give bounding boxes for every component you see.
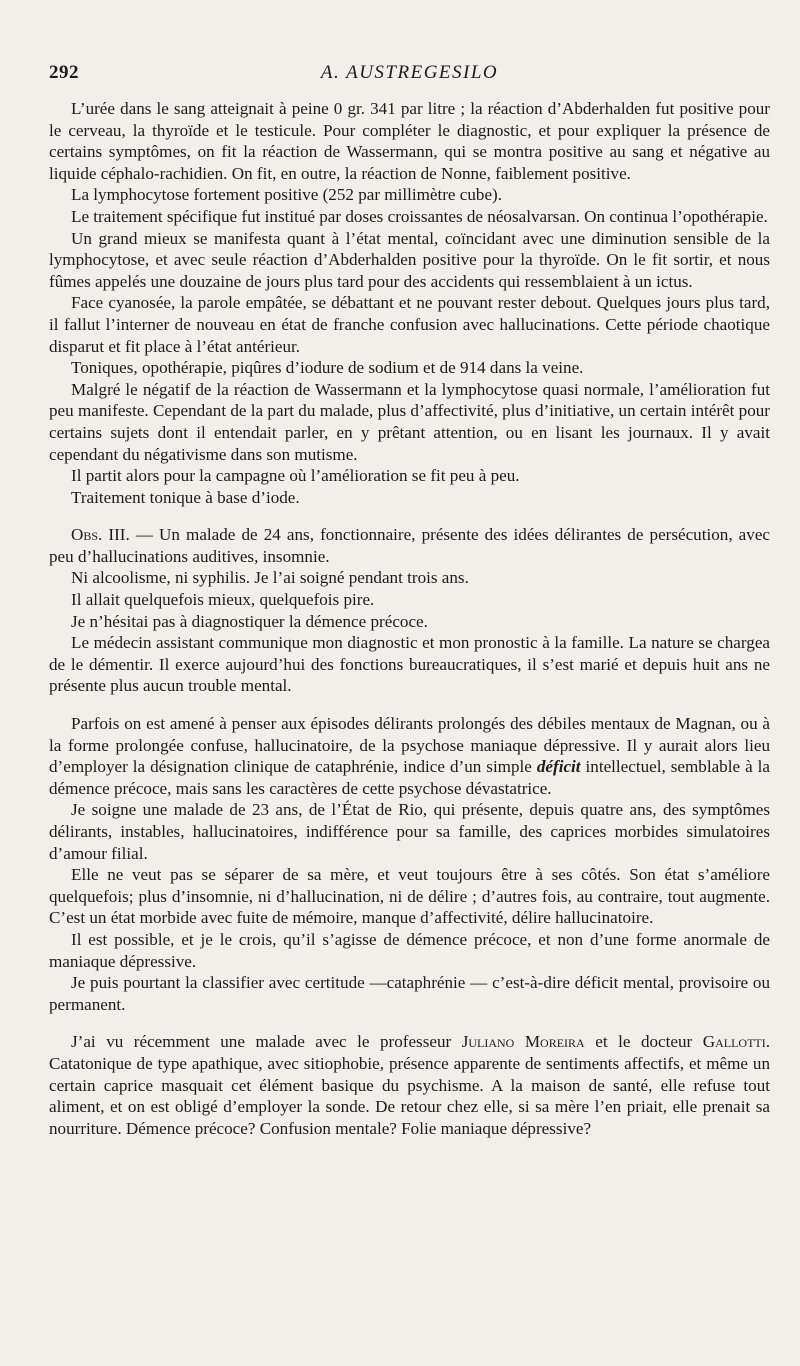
paragraph: Je puis pourtant la classifier avec certitude —cataphrénie — c’est-à-dire déficit mental, provisoire ou permanent.: [49, 973, 770, 1014]
text-run: intellectuel, semblable à la démence précoce, mais sans les caractères de cette psychose dévastatrice.: [49, 757, 770, 798]
running-title: A. AUSTREGESILO: [320, 62, 499, 83]
text-run: et le docteur: [584, 1032, 703, 1052]
paragraph: Je soigne une malade de 23 ans, de l’État de Rio, qui présente, depuis quatre ans, des symptômes délirants, instables, hallucinatoires, indifférence pour sa famille, des caprices morbides simulatoires d’amour filial.: [49, 800, 770, 863]
paragraph: Je n’hésitai pas à diagnostiquer la démence précoce.: [71, 611, 428, 631]
text-run: . Catatonique de type apathique, avec sitiophobie, présence apparente de sentiments affectifs, et même un certain caprice masquait cet élément basique du psychisme. A la maison de santé, elle refuse tout aliment, et on est obligé d’employer la sonde. De retour chez elle, si sa mère l’en priait, elle prenait sa nourriture. Démence précoce? Confusion mentale? Folie maniaque dépressive?: [49, 1032, 771, 1138]
page-header: [49, 62, 770, 92]
body-text: [49, 98, 770, 1139]
paragraph: [49, 713, 770, 799]
paragraph: Malgré le négatif de la réaction de Wassermann et la lymphocytose quasi normale, l’amélioration fut peu manifeste. Cependant de la part du malade, plus d’affectivité, plus d’initiative, un certain intérêt pour certains sujets dont il entendait parler, en y prêtant attention, ou en lisant les journaux. Il y avait cependant du négativisme dans son mutisme.: [49, 379, 770, 464]
paragraph: Ni alcoolisme, ni syphilis. Je l’ai soigné pendant trois ans.: [71, 568, 469, 588]
paragraph: Traitement tonique à base d’iode.: [71, 487, 300, 507]
observation-lead: — Un malade de 24 ans, fonctionnaire, présente des idées délirantes de persécution, avec peu d’hallucinations auditives, insomnie.: [49, 525, 770, 566]
paragraph: Il allait quelquefois mieux, quelquefois pire.: [71, 590, 375, 610]
text-run: J’ai vu récemment une malade avec le professeur: [71, 1032, 462, 1052]
text-run: Parfois on est amené à penser aux épisodes délirants prolongés des débiles mentaux de Magnan, ou à la forme prolongée confuse, hallucinatoire, de la psychose maniaque dépressive. Il y aurait alors lieu d’employer la désignation clinique de cataphrénie, indice d’un simple: [49, 714, 770, 777]
paragraph: Un grand mieux se manifesta quant à l’état mental, coïncidant avec une diminution sensible de la lymphocytose, et avec seule réaction d’Abderhalden positive pour la thyroïde. On le fit sortir, et nous fûmes appelés une douzaine de jours plus tard pour des accidents qui ressemblaient à un ictus.: [49, 228, 770, 291]
paragraph: L’urée dans le sang atteignait à peine 0 gr. 341 par litre ; la réaction d’Abderhalden fut positive pour le cerveau, la thyroïde et le testicule. Pour compléter le diagnostic, et pour expliquer la présence de certains symptômes, on fit la réaction de Wassermann, qui se montra positive au sang et négative au liquide céphalo-rachidien. On fit, en outre, la réaction de Nonne, faiblement positive.: [49, 99, 770, 183]
paragraph: La lymphocytose fortement positive (252 par millimètre cube).: [71, 185, 503, 205]
observation-label: Obs. III.: [71, 525, 130, 545]
paragraph: Il partit alors pour la campagne où l’amélioration se fit peu à peu.: [71, 466, 520, 486]
emphasis-deficit: déficit: [536, 757, 581, 777]
paragraph: Il est possible, et je le crois, qu’il s’agisse de démence précoce, et non d’une forme anormale de maniaque dépressive.: [49, 929, 770, 971]
person-name: Gallotti: [702, 1032, 766, 1052]
person-name: Juliano Moreira: [461, 1032, 585, 1052]
paragraph: Face cyanosée, la parole empâtée, se débattant et ne pouvant rester debout. Quelques jours plus tard, il fallut l’interner de nouveau en état de franche confusion avec hallucinations. Cette période chaotique disparut et fit place à l’état antérieur.: [49, 293, 770, 356]
observation-heading: [49, 524, 770, 567]
paragraph: Le médecin assistant communique mon diagnostic et mon pronostic à la famille. La nature se chargea de le démentir. Il exerce aujourd’hui des fonctions bureaucratiques, il s’est marié et depuis huit ans ne présente plus aucun trouble mental.: [49, 633, 770, 696]
paragraph: [49, 1031, 770, 1139]
paragraph: Le traitement spécifique fut institué par doses croissantes de néosalvarsan. On continua l’opothérapie.: [71, 206, 768, 226]
paragraph: Elle ne veut pas se séparer de sa mère, et veut toujours être à ses côtés. Son état s’améliore quelquefois; plus d’insomnie, ni d’hallucination, ni de délire ; d’autres fois, au contraire, tout augmente. C’est un état morbide avec fuite de mémoire, manque d’affectivité, délire hallucinatoire.: [49, 865, 770, 928]
page-number: 292: [49, 62, 79, 83]
paragraph: Toniques, opothérapie, piqûres d’iodure de sodium et de 914 dans la veine.: [71, 358, 584, 378]
